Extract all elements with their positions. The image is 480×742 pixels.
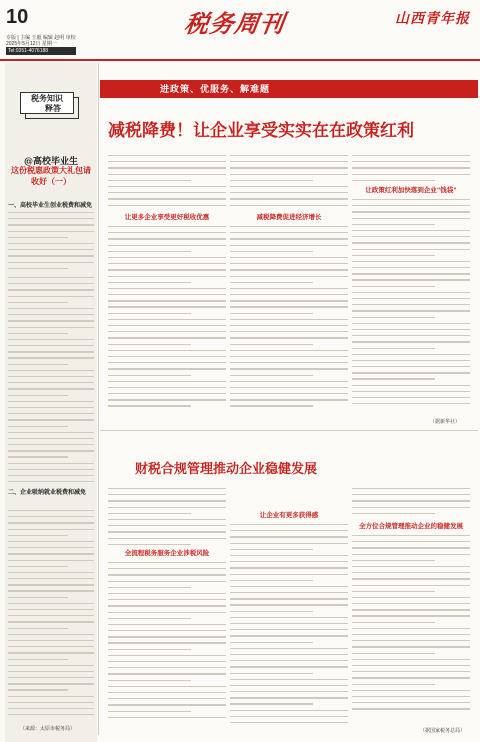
banner-text: 进政策、优服务、解难题 [160, 85, 271, 95]
story1-col1-text-2 [108, 226, 226, 412]
story-divider [100, 430, 478, 431]
badge-line-1: 税务知识 [31, 94, 63, 103]
tel-bar: Tel:0351-4076188 [6, 47, 76, 55]
story1-col3-text [352, 155, 470, 186]
main-headline: 减税降费！让企业享受实实在在政策红利 [108, 121, 414, 141]
column-divider [98, 63, 99, 735]
sidebar-body-text-3 [8, 510, 94, 720]
sidebar-body-text [8, 212, 94, 274]
story1-col2-text-2 [230, 226, 348, 412]
knowledge-badge [20, 92, 74, 114]
sidebar-subhead-2: 二、企业吸纳就业税费和减免 [8, 489, 87, 496]
story2-col3-text [352, 488, 470, 519]
story2-col1-text-2 [108, 562, 226, 723]
page-number: 10 [6, 6, 29, 28]
sidebar-headline: 这份税惠政策大礼包请收好（一） [11, 165, 91, 186]
sidebar-source: （来源：太原市税务局） [20, 726, 76, 732]
story2-col2-text [230, 524, 348, 728]
story2-col1-text [108, 488, 226, 550]
story2-subhead-3: 全方位合规管理推动企业的稳健发展 [359, 522, 463, 530]
story1-subhead-2: 减税降费促进经济增长 [256, 213, 322, 221]
story2-byline: （据国家税务总局） [420, 728, 466, 734]
date-line: 2025年5月12日 星期一 [6, 41, 57, 47]
story1-col2-text [230, 155, 348, 211]
story2-col3-text-2 [352, 535, 470, 714]
sidebar-kicker: @高校毕业生 [23, 157, 78, 167]
story1-subhead-1: 让更多企业享受更好税收优惠 [124, 213, 210, 221]
masthead-logo: 山西青年报 [395, 11, 470, 27]
header-rule [0, 59, 480, 61]
story2-subhead-1: 全流程税务服务企业涉税风险 [124, 549, 210, 557]
sidebar-subhead-1: 一、高校毕业生创业税费和减免 [8, 202, 93, 209]
sidebar-body-text-2 [8, 277, 94, 487]
section-title: 税务周刊 [182, 9, 287, 38]
story1-byline: （据新华社） [430, 419, 461, 425]
badge-line-2: 释答 [45, 104, 61, 113]
story1-col1-text [108, 155, 226, 211]
edition-line: 专版 | 主编 王毅 编辑 赵明 审校 [6, 35, 76, 41]
section-banner [100, 80, 478, 98]
second-headline: 财税合规管理推动企业稳健发展 [135, 462, 318, 477]
story1-subhead-3: 让政策红利加快落到企业"钱袋" [365, 186, 457, 194]
story1-col3-text-2 [352, 199, 470, 409]
story2-subhead-2: 让企业有更多获得感 [259, 511, 319, 519]
